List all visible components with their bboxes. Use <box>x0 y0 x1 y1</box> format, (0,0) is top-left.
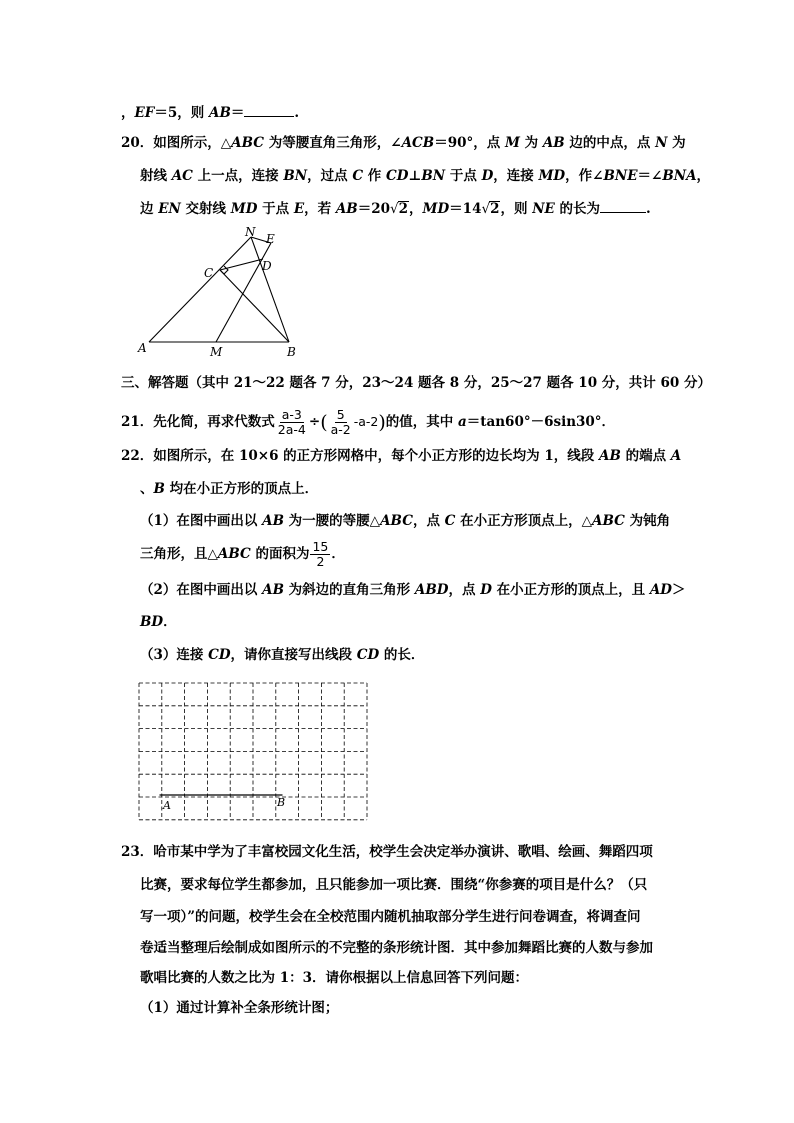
fraction-1: $\frac{a-3}{2a-4}$ <box>277 407 306 437</box>
q23-line-1: 23．哈市某中学为了丰富校园文化生活，校学生会决定举办演讲、歌唱、绘画、舞蹈四项 <box>121 844 653 860</box>
q23-line-2: 比赛，要求每位学生都参加，且只能参加一项比赛．围绕“你参赛的项目是什么？（只 <box>140 877 648 893</box>
q21-line: 21．先化简，再求代数式 $\frac{a-3}{2a-4}$ ÷( $\frac{5}{a-2}$ -a-2)的值，其中 a＝tan60°－6sin30°． <box>121 407 616 437</box>
segment-me <box>216 243 271 342</box>
fragment-line: ，EF＝5，则 AB＝ . <box>121 105 300 121</box>
label-c: C <box>204 266 214 280</box>
square-grid-10x6 <box>130 675 380 825</box>
label-n: N <box>245 225 256 239</box>
q22-part-2-line-1: （2）在图中画出以 AB 为斜边的直角三角形 ABD，点 D 在小正方形的顶点上，且 AD＞ <box>140 582 686 598</box>
segment-nb <box>251 237 289 342</box>
q20-line-3: 边 EN 交射线 MD 于点 E，若 AB＝20√2，MD＝14√2，则 NE 的长为 . <box>140 201 651 217</box>
q23-part-1: （1）通过计算补全条形统计图； <box>140 1000 339 1016</box>
q22-line-2: 、B 均在小正方形的顶点上． <box>140 481 319 497</box>
label-a: A <box>163 799 171 812</box>
segment-cb <box>220 270 289 342</box>
q23-line-3: 写一项）”的问题，校学生会在全校范围内随机抽取部分学生进行问卷调查，将调查问 <box>140 909 641 925</box>
section-3-heading: 三、解答题（其中 21～22 题各 7 分，23～24 题各 8 分，25～27 题各 10 分，共计 60 分） <box>121 375 711 391</box>
q23-line-4: 卷适当整理后绘制成如图所示的不完整的条形统计图．其中参加舞蹈比赛的人数与参加 <box>140 940 653 956</box>
fraction-15-over-2: $\frac{15}{2}$ <box>312 539 329 569</box>
segment-an <box>149 237 251 342</box>
q23-line-5: 歌唱比赛的人数之比为 1：3．请你根据以上信息回答下列问题： <box>140 970 528 986</box>
label-m: M <box>210 345 223 359</box>
answer-blank <box>244 104 294 117</box>
q20-triangle-figure <box>130 222 310 362</box>
answer-blank <box>600 200 646 213</box>
q22-part-1-line-2: 三角形，且△ABC 的面积为 $\frac{15}{2}$ ． <box>140 539 345 569</box>
q22-line-1: 22．如图所示，在 10×6 的正方形网格中，每个小正方形的边长均为 1，线段 AB 的端点 A <box>121 448 682 464</box>
q22-part-3: （3）连接 CD，请你直接写出线段 CD 的长． <box>140 647 425 663</box>
label-a: A <box>138 341 147 355</box>
q20-line-1: 20．如图所示，△ABC 为等腰直角三角形，∠ACB＝90°，点 M 为 AB 边的中点，点 N 为 <box>121 135 686 151</box>
q22-part-1-line-1: （1）在图中画出以 AB 为一腰的等腰△ABC，点 C 在小正方形顶点上，△ABC 为钝角 <box>140 513 671 529</box>
label-b: B <box>277 796 286 809</box>
q22-part-2-line-2: BD． <box>140 614 177 630</box>
label-e: E <box>266 232 275 246</box>
label-b: B <box>287 345 296 359</box>
label-d: D <box>262 259 272 273</box>
q20-line-2: 射线 AC 上一点，连接 BN，过点 C 作 CD⊥BN 于点 D，连接 MD，作∠BNE＝∠BNA， <box>140 168 711 184</box>
fraction-2: $\frac{5}{a-2}$ <box>330 407 351 437</box>
